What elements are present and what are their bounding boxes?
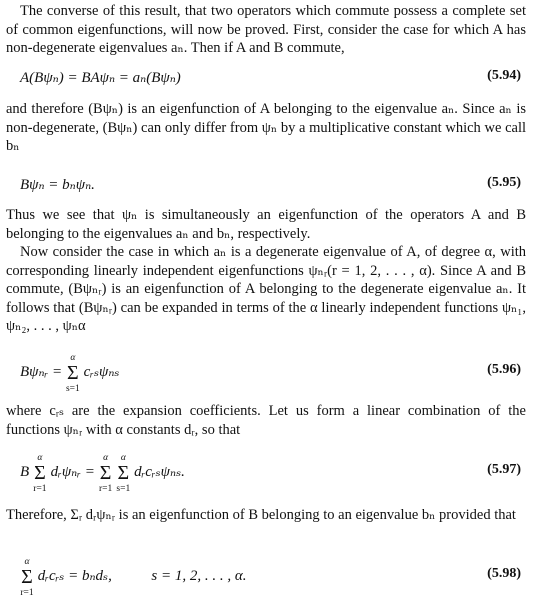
- equation-5-96: [20, 353, 525, 394]
- summation-lower-limit: r=1: [33, 484, 47, 494]
- summation-lower-limit: r=1: [98, 484, 113, 494]
- equation-5-94: [20, 68, 525, 90]
- paragraph-simultaneous-eigenfunction: Thus we see that ψₙ is simultaneously an eigenfunction of the operators A and B belonging to the eigenvalues aₙ and bₙ, respectively.: [6, 207, 526, 242]
- summation-sign: Σ α s=1: [66, 362, 80, 385]
- equation-5-98-body: dᵣcᵣₛ = bₙdₛ,: [37, 568, 112, 584]
- equation-5-97-number: (5.97): [487, 462, 521, 477]
- equation-5-95-number: (5.95): [487, 175, 521, 190]
- paragraph-eigenfunction-of-a: and therefore (Bψₙ) is an eigenfunction of A belonging to the eigenvalue aₙ. Since aₙ is non-degenerate, (Bψₙ) can only differ from ψₙ by a multiplicative constant which we call bₙ: [6, 101, 526, 155]
- summation-upper-limit: α: [24, 557, 30, 567]
- equation-5-96-number: (5.96): [487, 362, 521, 377]
- equation-5-97-lhs: B: [20, 464, 30, 480]
- summation-sign: Σ α s=1: [116, 462, 130, 485]
- summation-sign: Σ α r=1: [33, 462, 47, 485]
- summation-upper-limit: α: [103, 453, 109, 463]
- summation-lower-limit: r=1: [20, 588, 34, 598]
- equation-5-96-expression: [20, 353, 120, 394]
- equation-5-95-expression: Bψₙ = bₙψₙ.: [20, 177, 95, 193]
- equation-5-96-lhs: Bψₙᵣ =: [20, 364, 66, 380]
- equation-5-98-condition: s = 1, 2, . . . , α.: [151, 568, 247, 584]
- equation-5-98-number: (5.98): [487, 566, 521, 581]
- equation-5-97-rhs: dᵣcᵣₛψₙₛ.: [134, 464, 185, 480]
- summation-lower-limit: s=1: [116, 484, 131, 494]
- summation-upper-limit: α: [70, 353, 76, 363]
- equation-5-96-rhs: cᵣₛψₙₛ: [83, 364, 120, 380]
- summation-sign: Σ α r=1: [20, 566, 34, 589]
- paragraph-degenerate-case: Now consider the case in which aₙ is a degenerate eigenvalue of A, of degree α, with corresponding linearly independent eigenfunctions ψₙᵣ(r = 1, 2, . . . , α). Since A and B commute, (Bψₙᵣ) is an eigenfunction of A belonging to the degenerate eigenvalue aₙ. It follows that (Bψₙᵣ) can be expanded in terms of the α linearly independent functions ψₙ₁, ψₙ₂, . . . , ψₙα: [6, 244, 526, 335]
- paragraph-eigenfunction-of-b: Therefore, Σᵣ dᵣψₙᵣ is an eigenfunction of B belonging to an eigenvalue bₙ provided that: [6, 507, 516, 523]
- summation-sign: Σ α r=1: [99, 462, 113, 485]
- summation-lower-limit: s=1: [65, 384, 80, 394]
- equation-5-98-expression: [20, 557, 247, 598]
- paragraph-linear-combination: where cᵣₛ are the expansion coefficients. Let us form a linear combination of the functions ψₙᵣ with α constants dᵣ, so that: [6, 403, 526, 438]
- equation-5-94-number: (5.94): [487, 68, 521, 83]
- equation-5-98: [20, 557, 525, 598]
- equation-5-97-mid: dᵣψₙᵣ =: [50, 464, 99, 480]
- equation-5-94-expression: A(Bψₙ) = BAψₙ = aₙ(Bψₙ): [20, 70, 181, 86]
- equation-5-97-expression: [20, 453, 185, 494]
- summation-upper-limit: α: [37, 453, 43, 463]
- summation-upper-limit: α: [120, 453, 126, 463]
- equation-5-95: [20, 175, 525, 197]
- equation-5-97: [20, 453, 525, 494]
- paragraph-converse-intro: The converse of this result, that two operators which commute possess a complete set of common eigenfunctions, will now be proved. First, consider the case for which A has non-degenerate eigenvalues aₙ. Then if A and B commute,: [6, 3, 526, 57]
